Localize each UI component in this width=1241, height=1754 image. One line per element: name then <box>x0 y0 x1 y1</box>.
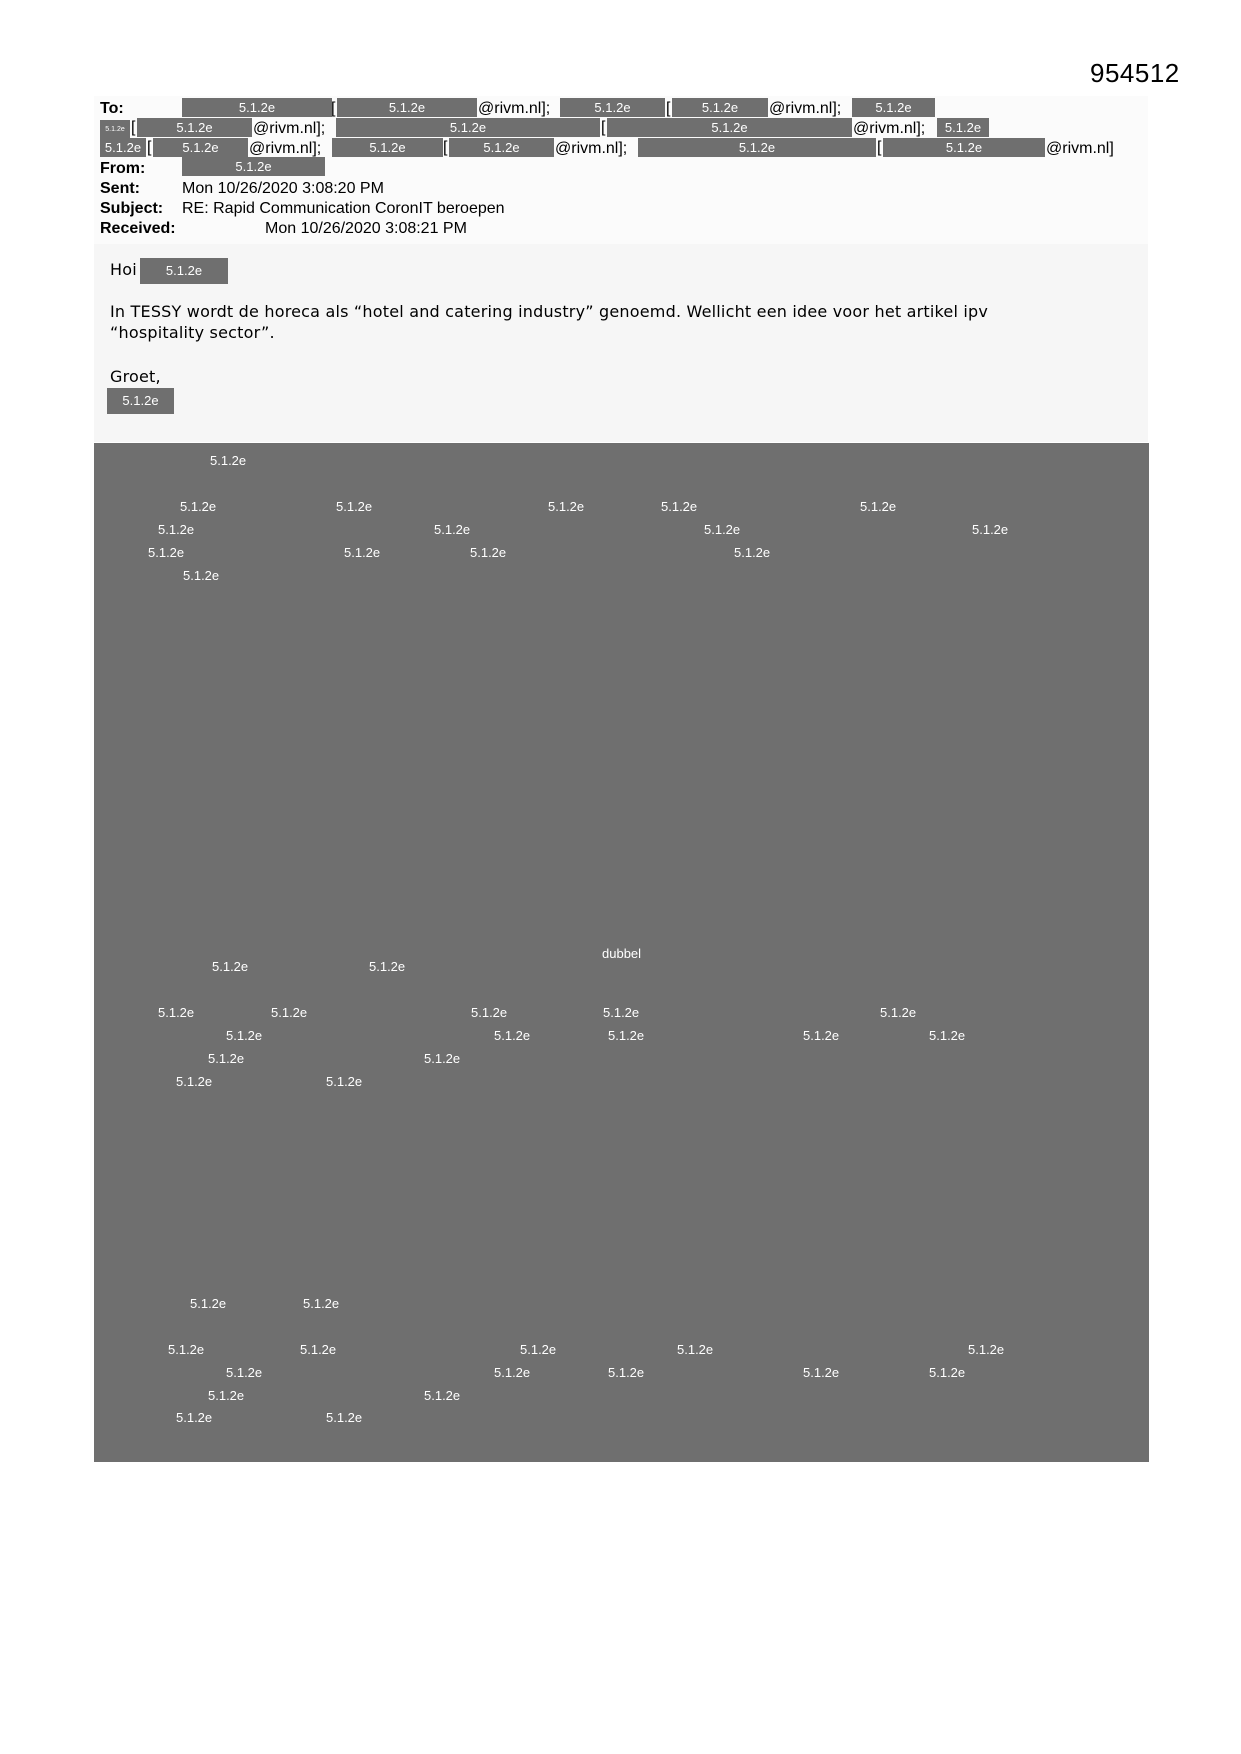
bracket: [ <box>131 119 136 136</box>
redaction-label: 5.1.2e <box>300 1342 337 1357</box>
redaction-box: 5.1.2e <box>107 388 174 414</box>
redaction-label: 5.1.2e <box>158 522 195 537</box>
email-domain: @rivm.nl] <box>1046 140 1114 157</box>
redaction-label: 5.1.2e <box>190 1296 227 1311</box>
redaction-box: 5.1.2e <box>852 98 935 117</box>
redaction-label: 5.1.2e <box>494 1028 531 1043</box>
redaction-box: 5.1.2e <box>100 120 130 139</box>
redaction-label: 5.1.2e <box>183 568 220 583</box>
email-domain: @rivm.nl]; <box>853 120 926 137</box>
redaction-label: 5.1.2e <box>880 1005 917 1020</box>
from-label: From: <box>100 160 146 177</box>
redaction-label: 5.1.2e <box>677 1342 714 1357</box>
redaction-label: 5.1.2e <box>303 1296 340 1311</box>
greeting: Hoi <box>110 260 137 279</box>
redaction-box: 5.1.2e <box>449 138 554 157</box>
redaction-label: 5.1.2e <box>608 1365 645 1380</box>
closing: Groet, <box>110 367 161 386</box>
redaction-label: 5.1.2e <box>520 1342 557 1357</box>
redaction-label: 5.1.2e <box>226 1028 263 1043</box>
redaction-label: 5.1.2e <box>860 499 897 514</box>
redaction-label: 5.1.2e <box>369 959 406 974</box>
redaction-label: 5.1.2e <box>704 522 741 537</box>
redaction-label: 5.1.2e <box>608 1028 645 1043</box>
sent-date: Mon 10/26/2020 3:08:20 PM <box>182 180 384 197</box>
document-number: 954512 <box>1090 58 1180 88</box>
email-domain: @rivm.nl]; <box>478 100 551 117</box>
bracket: [ <box>443 139 448 156</box>
redaction-label: 5.1.2e <box>208 1051 245 1066</box>
email-body <box>94 244 1148 442</box>
redaction-label: 5.1.2e <box>929 1028 966 1043</box>
redacted-block <box>94 443 1149 1462</box>
redaction-label: 5.1.2e <box>424 1388 461 1403</box>
sent-label: Sent: <box>100 180 140 197</box>
bracket: [ <box>666 100 671 117</box>
received-label: Received: <box>100 220 176 237</box>
bracket: [ <box>877 139 882 156</box>
redaction-label: 5.1.2e <box>148 545 185 560</box>
redaction-label: 5.1.2e <box>968 1342 1005 1357</box>
redaction-box: 5.1.2e <box>182 157 325 176</box>
subject-label: Subject: <box>100 200 164 217</box>
redaction-label: 5.1.2e <box>210 453 247 468</box>
email-domain: @rivm.nl]; <box>253 120 326 137</box>
redaction-label: 5.1.2e <box>803 1365 840 1380</box>
redaction-note: dubbel <box>602 946 642 961</box>
redaction-label: 5.1.2e <box>661 499 698 514</box>
redaction-label: 5.1.2e <box>344 545 381 560</box>
message-line: In TESSY wordt de horeca als “hotel and catering industry” genoemd. Wellicht een idee voor het artikel ipv <box>110 302 989 321</box>
redaction-label: 5.1.2e <box>158 1005 195 1020</box>
bracket: [ <box>601 119 606 136</box>
email-domain: @rivm.nl]; <box>555 140 628 157</box>
redaction-label: 5.1.2e <box>336 499 373 514</box>
redaction-label: 5.1.2e <box>212 959 249 974</box>
redaction-label: 5.1.2e <box>326 1410 363 1425</box>
redaction-label: 5.1.2e <box>226 1365 263 1380</box>
redaction-label: 5.1.2e <box>271 1005 308 1020</box>
received-date: Mon 10/26/2020 3:08:21 PM <box>265 220 467 237</box>
redaction-box: 5.1.2e <box>607 118 852 137</box>
bracket: [ <box>331 100 336 117</box>
redaction-box: 5.1.2e <box>100 138 146 157</box>
redaction-label: 5.1.2e <box>168 1342 205 1357</box>
email-domain: @rivm.nl]; <box>769 100 842 117</box>
bracket: [ <box>147 139 152 156</box>
redaction-label: 5.1.2e <box>470 545 507 560</box>
redaction-label: 5.1.2e <box>180 499 217 514</box>
to-label: To: <box>100 100 124 117</box>
subject-text: RE: Rapid Communication CoronIT beroepen <box>182 200 505 217</box>
redaction-label: 5.1.2e <box>803 1028 840 1043</box>
redaction-label: 5.1.2e <box>494 1365 531 1380</box>
redaction-label: 5.1.2e <box>471 1005 508 1020</box>
redaction-label: 5.1.2e <box>734 545 771 560</box>
redaction-box: 5.1.2e <box>638 138 876 157</box>
redaction-box: 5.1.2e <box>337 98 477 117</box>
redaction-label: 5.1.2e <box>548 499 585 514</box>
redaction-box: 5.1.2e <box>332 138 443 157</box>
redaction-box: 5.1.2e <box>140 258 228 284</box>
redaction-label: 5.1.2e <box>176 1410 213 1425</box>
redaction-label: 5.1.2e <box>326 1074 363 1089</box>
redaction-box: 5.1.2e <box>153 138 248 157</box>
redaction-box: 5.1.2e <box>336 118 600 137</box>
email-domain: @rivm.nl]; <box>249 140 322 157</box>
redaction-box: 5.1.2e <box>883 138 1045 157</box>
redaction-label: 5.1.2e <box>603 1005 640 1020</box>
redaction-label: 5.1.2e <box>972 522 1009 537</box>
redaction-label: 5.1.2e <box>424 1051 461 1066</box>
redaction-box: 5.1.2e <box>937 118 989 137</box>
message-line: “hospitality sector”. <box>110 323 275 342</box>
redaction-box: 5.1.2e <box>672 98 768 117</box>
redaction-label: 5.1.2e <box>176 1074 213 1089</box>
redaction-label: 5.1.2e <box>208 1388 245 1403</box>
redaction-box: 5.1.2e <box>560 98 665 117</box>
redaction-label: 5.1.2e <box>434 522 471 537</box>
redaction-box: 5.1.2e <box>182 98 332 117</box>
redaction-label: 5.1.2e <box>929 1365 966 1380</box>
redaction-box: 5.1.2e <box>137 118 252 137</box>
